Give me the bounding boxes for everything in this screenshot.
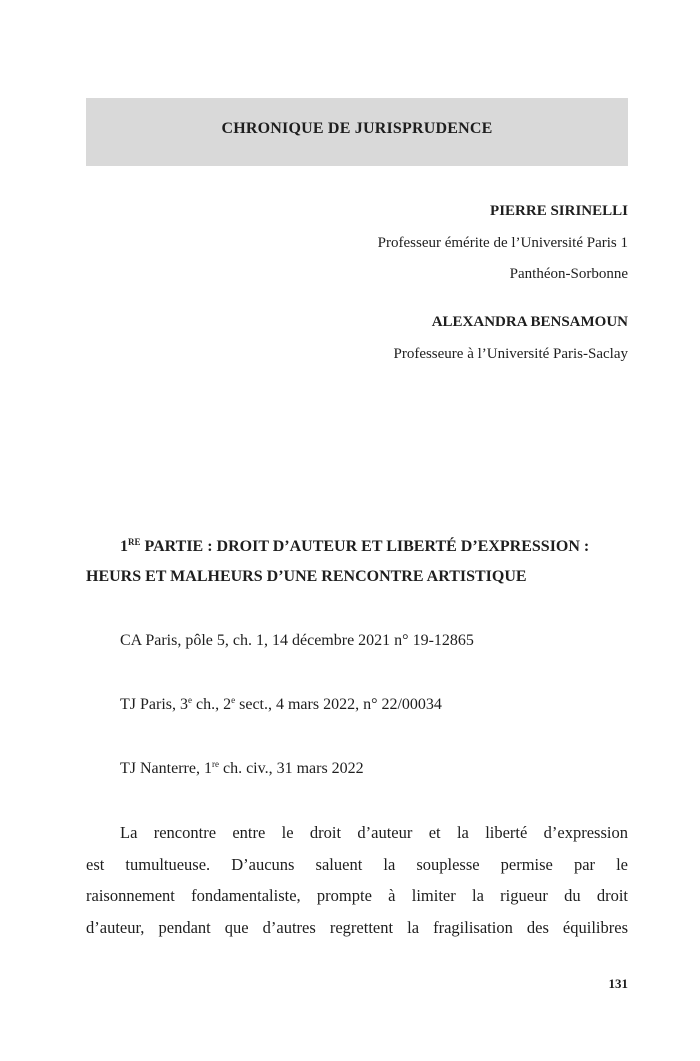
author-name-1: PIERRE SIRINELLI	[490, 203, 628, 219]
paragraph-line-3: raisonnement fondamentaliste, prompte à limiter la rigueur du droit	[86, 886, 628, 905]
paragraph-line-4: d’auteur, pendant que d’autres regrettent la fragilisation des équilibres	[86, 918, 628, 937]
case-reference-3-part-a: TJ Nanterre, 1	[120, 760, 212, 777]
case-reference-2	[120, 696, 442, 714]
case-reference-2-part-a: TJ Paris, 3	[120, 696, 188, 713]
page-number: 131	[608, 976, 628, 991]
case-reference-1-text: CA Paris, pôle 5, ch. 1, 14 décembre 2021 n° 19-12865	[120, 632, 474, 649]
case-reference-3	[120, 760, 364, 778]
case-reference-3-part-b: ch. civ., 31 mars 2022	[218, 760, 364, 777]
author-affiliation-1-line-1: Professeur émérite de l’Université Paris 1	[377, 235, 628, 251]
part-title-text-1: PARTIE : DROIT D’AUTEUR ET LIBERTÉ D’EXPRESSION :	[140, 538, 590, 555]
part-number: 1	[120, 538, 128, 555]
part-title-line-2: HEURS ET MALHEURS D’UNE RENCONTRE ARTISTIQUE	[86, 568, 527, 585]
section-header-band	[86, 98, 628, 166]
paragraph-line-1: La rencontre entre le droit d’auteur et la liberté d’expression	[120, 823, 628, 842]
author-affiliation-1-line-2: Panthéon-Sorbonne	[509, 266, 628, 282]
case-reference-2-sup-a: e	[188, 695, 192, 705]
case-reference-3-sup-a: re	[211, 759, 219, 769]
case-reference-2-sup-b: e	[231, 695, 236, 705]
part-title-line-1	[120, 538, 628, 556]
case-reference-2-part-b: ch., 2	[192, 696, 232, 713]
author-name-2: ALEXANDRA BENSAMOUN	[431, 314, 628, 330]
part-number-suffix: RE	[128, 537, 141, 547]
case-reference-2-part-c: sect., 4 mars 2022, n° 22/00034	[235, 696, 442, 713]
author-affiliation-2-line-1: Professeure à l’Université Paris-Saclay	[393, 346, 628, 362]
paragraph-line-2: est tumultueuse. D’aucuns saluent la souplesse permise par le	[86, 855, 628, 874]
case-reference-1	[120, 632, 474, 650]
section-title: CHRONIQUE DE JURISPRUDENCE	[221, 120, 493, 137]
